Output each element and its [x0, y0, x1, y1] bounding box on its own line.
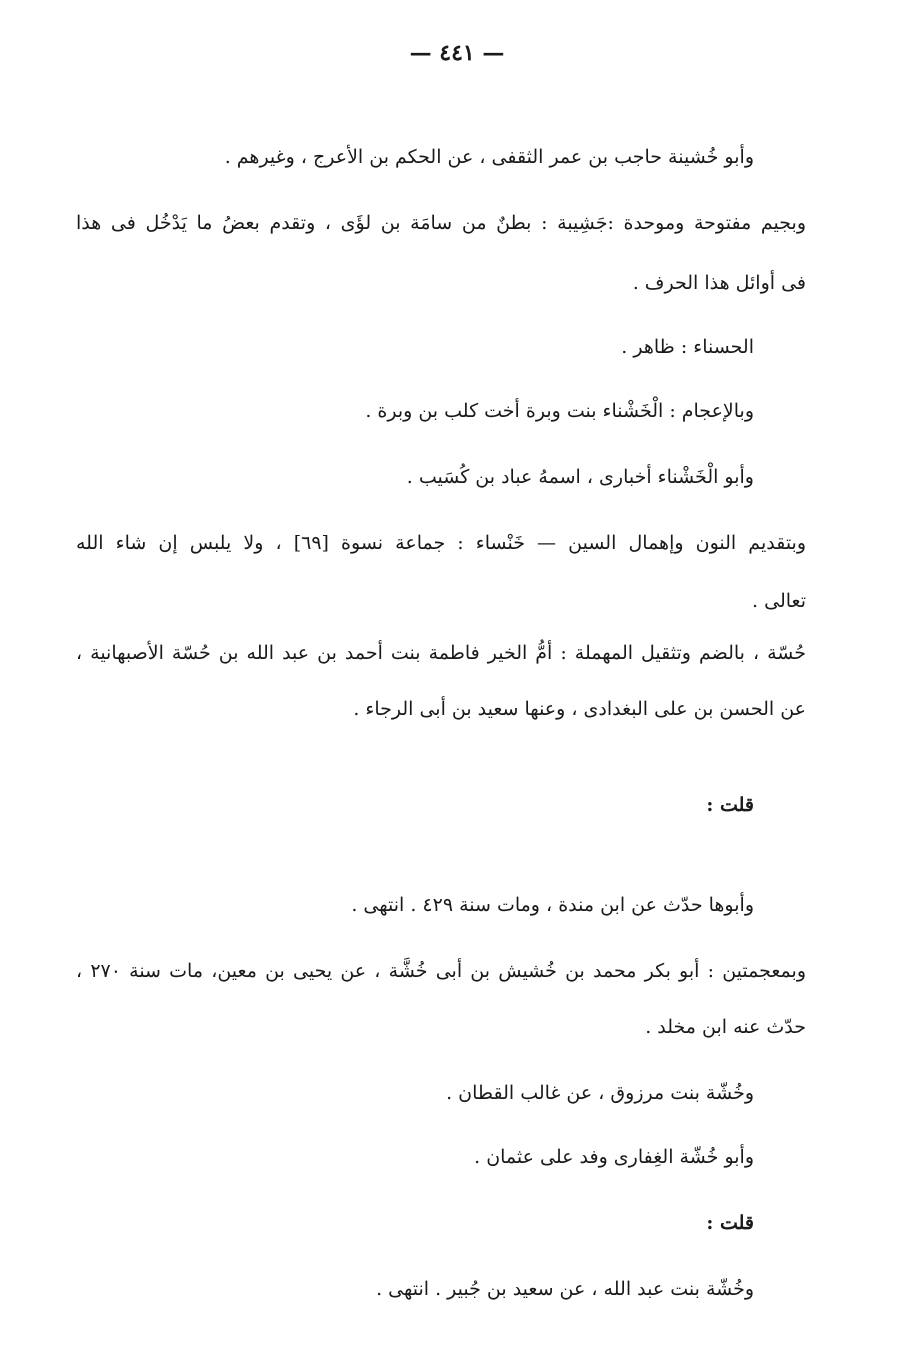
text-line: وأبو خُشّة الغِفارى وفد على عثمان . — [474, 1146, 754, 1168]
page-number: — ٤٤١ — — [409, 40, 505, 66]
text-line: وبالإعجام : الْخَشْناء بنت وبرة أخت كلب بن وبرة . — [365, 400, 754, 422]
text-line: وبمعجمتين : أبو بكر محمد بن خُشيش بن أبى خُشَّة ، عن يحيى بن معين، مات سنة ٢٧٠ ، — [76, 960, 806, 982]
text-line: وبتقديم النون وإهمال السين — خَنْساء : جماعة نسوة [٦٩] ، ولا يلبس إن شاء الله — [76, 532, 807, 554]
text-line: حدّث عنه ابن مخلد . — [645, 1016, 806, 1038]
text-line: وأبوها حدّث عن ابن مندة ، ومات سنة ٤٢٩ . انتهى . — [351, 894, 754, 916]
text-line: وخُشّة بنت عبد الله ، عن سعيد بن جُبير . انتهى . — [376, 1278, 754, 1300]
text-line: وأبو الْخَشْناء أخبارى ، اسمهُ عباد بن كُسَيب . — [406, 466, 754, 488]
text-line: عن الحسن بن على البغدادى ، وعنها سعيد بن أبى الرجاء . — [353, 698, 806, 720]
text-line: فى أوائل هذا الحرف . — [632, 272, 806, 294]
text-line: وأبو خُشينة حاجب بن عمر الثقفى ، عن الحكم بن الأعرج ، وغيرهم . — [224, 146, 754, 168]
text-line: الحسناء : ظاهر . — [621, 336, 754, 358]
text-line: وخُشّة بنت مرزوق ، عن غالب القطان . — [446, 1082, 754, 1104]
text-line: حُسّة ، بالضم وتثقيل المهملة : أمُّ الخير فاطمة بنت أحمد بن عبد الله بن حُسّة الأصبهانية ، — [76, 642, 806, 664]
text-line: قلت : — [706, 794, 754, 816]
text-line: قلت : — [706, 1212, 754, 1234]
text-line: وبجيم مفتوحة وموحدة :جَشِيبة : بطنٌ من سامَة بن لؤَى ، وتقدم بعضُ ما يَدْخُل فى هذا — [76, 212, 806, 234]
text-line: تعالى . — [752, 590, 806, 612]
